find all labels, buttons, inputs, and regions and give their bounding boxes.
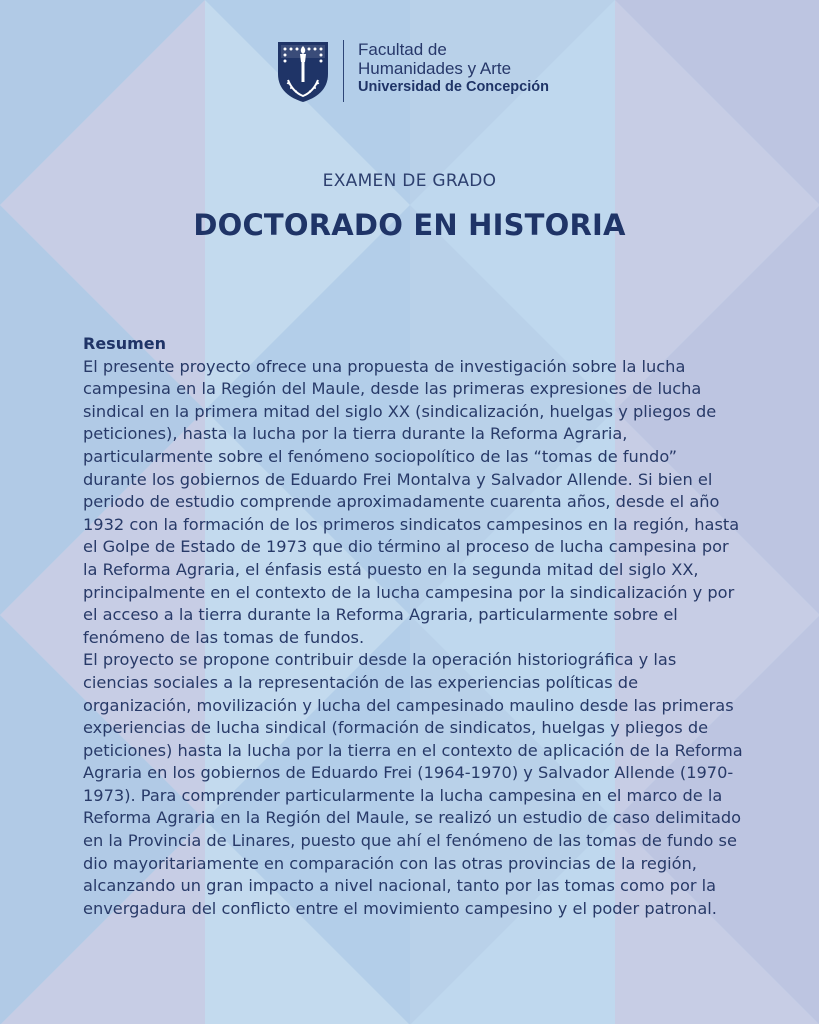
abstract-paragraph-2: El proyecto se propone contribuir desde la operación historiográfica y las ciencias sociales a la representación de las experiencias políticas de organización, movilización y lucha del campesinado maulino desde las primeras experiencias de lucha sindical (formación de sindicatos, huelgas y pliegos de peticiones) hasta la lucha por la tierra en el contexto de aplicación de la Reforma Agraria en los gobiernos de Eduardo Frei (1964-1970) y Salvador Allende (1970-1973). Para comprender particularmente la lucha campesina en el marco de la Reforma Agraria en la Región del Maule, se realizó un estudio de caso delimitado en la Provincia de Linares, puesto que ahí el fenómeno de las tomas de fundo se dio mayoritariamente en comparación con las otras provincias de la región, alcanzando un gran impacto a nivel nacional, tanto por las tomas como por la envergadura del conflicto entre el movimiento campesino y el poder patronal. (83, 650, 743, 918)
faculty-name-line2: Humanidades y Arte (358, 59, 512, 78)
logo-divider (343, 40, 344, 102)
university-crest-icon (276, 40, 330, 103)
abstract-paragraph-1: El presente proyecto ofrece una propuesta de investigación sobre la lucha campesina en la Región del Maule, desde las primeras expresiones de lucha sindical en la primera mitad del siglo XX (sindicalización, huelgas y pliegos de peticiones), hasta la lucha por la tierra durante la Reforma Agraria, particularmente sobre el fenómeno sociopolítico de las “tomas de fundo” durante los gobiernos de Eduardo Frei Montalva y Salvador Allende. Si bien el periodo de estudio comprende aproximadamente cuarenta años, desde el año 1932 con la formación de los primeros sindicatos campesinos en la región, hasta el Golpe de Estado de 1973 que dio término al proceso de lucha campesina por la Reforma Agraria, el énfasis está puesto en la segunda mitad del siglo XX, principalmente en el contexto de la lucha campesina por la sindicalización y por el acceso a la tierra durante la Reforma Agraria, particularmente sobre el fenómeno de las tomas de fundos. (83, 356, 740, 647)
faculty-wordmark (358, 40, 549, 97)
abstract-section (83, 333, 743, 920)
abstract-heading: Resumen (83, 334, 166, 353)
university-name: Universidad de Concepción (358, 79, 549, 95)
exam-kicker: EXAMEN DE GRADO (322, 171, 497, 191)
page-title: DOCTORADO EN HISTORIA (193, 208, 626, 242)
faculty-name-line1: Facultad de (358, 40, 447, 59)
